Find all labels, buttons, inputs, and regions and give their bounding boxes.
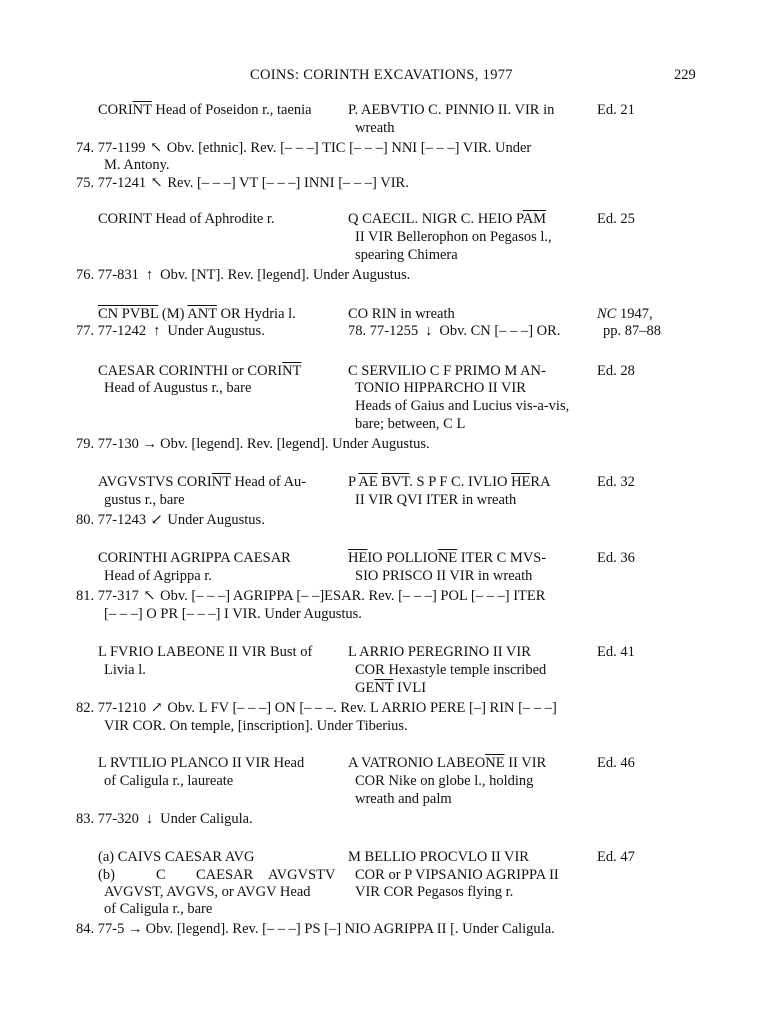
coin-obverse: $CORI\overline{NT}$ Head of Poseidon r., taenia [98, 102, 312, 118]
coin-reverse: C SERVILIO C F PRIMO M AN- [348, 363, 546, 379]
catalogue-entry: 75. 77-1241 ↖ Rev. [– – –] VT [– – –] INNI [– – –] VIR. [76, 175, 409, 191]
coin-reverse: M BELLIO PROCVLO II VIR [348, 849, 529, 865]
coin-obverse-cont: gustus r., bare [104, 492, 185, 508]
coin-reference: Ed. 41 [597, 644, 635, 660]
coin-reverse-cont: SIO PRISCO II VIR in wreath [355, 568, 533, 584]
coin-obverse: L RVTILIO PLANCO II VIR Head [98, 755, 305, 771]
coin-obverse-cont: Head of Augustus r., bare [104, 380, 252, 396]
coin-reverse: L ARRIO PEREGRINO II VIR [348, 644, 531, 660]
coin-reverse: $\overline{HE}IO$ $POLLIO\overline{NE}$ ITER C MVS- [348, 550, 547, 566]
coin-reverse-cont: TONIO HIPPARCHO II VIR [355, 380, 526, 396]
coin-reference: Ed. 36 [597, 550, 635, 566]
coin-reverse-cont: COR Hexastyle temple inscribed [355, 662, 547, 678]
die-axis-arrow-icon: ↑ [153, 323, 161, 339]
catalogue-entry: 78. 77-1255 ↓ Obv. CN [– – –] OR. [348, 323, 561, 339]
catalogue-entry: 74. 77-1199 ↖ Obv. [ethnic]. Rev. [– – –] TIC [– – –] NNI [– – –] VIR. Under [76, 140, 532, 156]
coin-obverse-variant-b: (b) C CAESAR AVGVSTV [98, 867, 336, 883]
die-axis-arrow-icon: ↑ [145, 267, 154, 283]
coin-obverse-cont: Livia l. [104, 662, 146, 678]
die-axis-arrow-icon: ↖ [143, 588, 156, 604]
coin-obverse-cont: Head of Agrippa r. [104, 568, 212, 584]
coin-reverse-cont: VIR COR Pegasos flying r. [355, 884, 514, 900]
coin-reverse: CO RIN in wreath [348, 306, 455, 322]
catalogue-entry-cont: VIR COR. On temple, [inscription]. Under Tiberius. [104, 718, 408, 734]
coin-reverse-cont: $GE\overline{NT}$ IVLI [355, 680, 427, 696]
die-axis-arrow-icon: ↖ [150, 175, 163, 191]
coin-reverse-cont: II VIR QVI ITER in wreath [355, 492, 517, 508]
catalogue-entry: 79. 77-130 → Obv. [legend]. Rev. [legend]. Under Augustus. [76, 436, 430, 452]
catalogue-entry: 84. 77-5 → Obv. [legend]. Rev. [– – –] PS [–] NIO AGRIPPA II [. Under Caligula. [76, 921, 555, 937]
coin-reference: Ed. 25 [597, 211, 635, 227]
catalogue-entry-cont: M. Antony. [104, 157, 170, 173]
catalogue-entry: 82. 77-1210 ↗ Obv. L FV [– – –] ON [– – –. Rev. L ARRIO PERE [–] RIN [– – –] [76, 700, 557, 716]
catalogue-entry-cont: [– – –] O PR [– – –] I VIR. Under Augustus. [104, 606, 362, 622]
coin-reverse: Q CAECIL. NIGR C. HEIO $P\overline{AM}$ [348, 211, 547, 227]
coin-reference: NC 1947, [597, 306, 653, 322]
coin-reverse: P. AEBVTIO C. PINNIO II. VIR in [348, 102, 555, 118]
coin-obverse-cont: of Caligula r., laureate [104, 773, 234, 789]
page-number: 229 [674, 67, 696, 83]
die-axis-arrow-icon: ↙ [150, 512, 163, 528]
die-axis-arrow-icon: ↗ [150, 700, 163, 716]
catalogue-entry: 80. 77-1243 ↙ Under Augustus. [76, 512, 265, 528]
catalogue-entry: 77. 77-1242 ↑ Under Augustus. [76, 323, 265, 339]
coin-obverse: CN PVBL (M) $\overline{ANT}$ OR Hydria l. [98, 306, 296, 322]
catalogue-entry: 81. 77-317 ↖ Obv. [– – –] AGRIPPA [– –]ESAR. Rev. [– – –] POL [– – –] ITER [76, 588, 546, 604]
coin-reverse: P $\overline{AE}$ $\overline{BVT}$. S P F C. IVLIO $\overline{HE}RA$ [348, 474, 551, 490]
coin-obverse-cont: AVGVST, AVGVS, or AVGV Head [104, 884, 311, 900]
coin-reverse-cont: Heads of Gaius and Lucius vis-a-vis, [355, 398, 570, 414]
coin-obverse-cont: of Caligula r., bare [104, 901, 213, 917]
coin-reference: Ed. 21 [597, 102, 635, 118]
die-axis-arrow-icon: → [127, 921, 143, 937]
coin-obverse: AVGVSTVS $CORI\overline{NT}$ Head of Au- [98, 474, 307, 490]
coin-reverse-cont: bare; between, C L [355, 416, 466, 432]
coin-reference: Ed. 28 [597, 363, 635, 379]
coin-reverse-cont: COR or P VIPSANIO AGRIPPA II [355, 867, 559, 883]
die-axis-arrow-icon: ↓ [145, 811, 154, 827]
coin-reverse: A VATRONIO $LABEO\overline{NE}$ II VIR [348, 755, 547, 771]
coin-obverse: CORINTHI AGRIPPA CAESAR [98, 550, 291, 566]
die-axis-arrow-icon: ↓ [425, 323, 433, 339]
coin-reverse-cont: COR Nike on globe l., holding [355, 773, 534, 789]
coin-reference-pages: pp. 87–88 [603, 323, 661, 339]
coin-reverse-cont: spearing Chimera [355, 247, 458, 263]
coin-reverse-cont: wreath and palm [355, 791, 452, 807]
coin-obverse: (a) CAIVS CAESAR AVG [98, 849, 255, 865]
coin-obverse: CAESAR CORINTHI or $CORI\overline{NT}$ [98, 363, 302, 379]
coin-reference: Ed. 47 [597, 849, 635, 865]
coin-reverse-cont: wreath [355, 120, 395, 136]
coin-reference: Ed. 32 [597, 474, 635, 490]
catalogue-entry: 83. 77-320 ↓ Under Caligula. [76, 811, 253, 827]
die-axis-arrow-icon: → [142, 436, 157, 452]
running-title: COINS: CORINTH EXCAVATIONS, 1977 [250, 67, 513, 83]
coin-obverse: L FVRIO LABEONE II VIR Bust of [98, 644, 313, 660]
coin-reverse-cont: II VIR Bellerophon on Pegasos l., [355, 229, 552, 245]
die-axis-arrow-icon: ↖ [150, 140, 163, 156]
coin-reference: Ed. 46 [597, 755, 635, 771]
coin-obverse: CORINT Head of Aphrodite r. [98, 211, 275, 227]
catalogue-entry: 76. 77-831 ↑ Obv. [NT]. Rev. [legend]. Under Augustus. [76, 267, 411, 283]
